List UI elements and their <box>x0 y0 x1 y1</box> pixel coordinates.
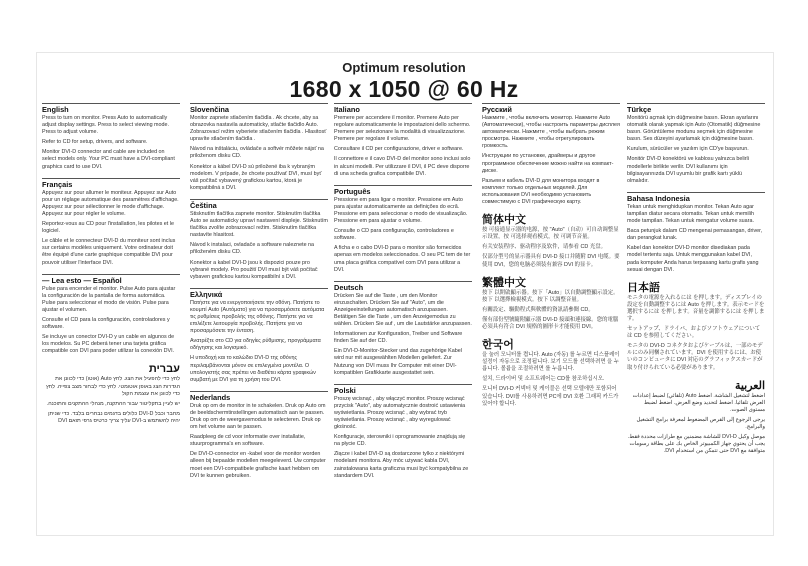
paragraph: Raadpleeg de cd voor informatie over installatie, stuurprogramma's en software. <box>190 434 306 448</box>
paragraph: De DVI-D-connector en -kabel voor de monitor worden alleen bij bepaalde modellen meegeleverd. Uw computer moet een DVI-compatibele grafische kaart hebben om DVI te kunnen gebruiken. <box>190 451 326 479</box>
resolution-title: 1680 x 1050 @ 60 Hz <box>289 76 519 102</box>
paragraph: Ανατρέξτε στο CD για οδηγίες ρύθμισης, προγράμματα οδήγησης και λογισμικό. <box>190 338 321 352</box>
paragraph: מחבר וכבל DVI-D כלולים בדגמים נבחרים בלבד. כדי שניתן יהיה להשתמש ב-DVI עליך צריך כרטיס גרפי תואם DVI <box>48 410 180 424</box>
paragraph: Premere per accendere il monitor. Premere Auto per regolare automaticamente le impostazioni dello schermo. Premere per selezionare la modalità di visualizzazione. Premere per regolare il volume. <box>334 115 471 143</box>
section-jianti <box>482 213 620 268</box>
section-russkiy <box>482 103 620 206</box>
paragraph: Konektor a kabel DVI-D jsou k dispozici pouze pro vybrané modely. Pro použití DVI musí být váš počítač vybaven grafickou kartou kompatibilní s DVI. <box>190 259 318 280</box>
section-fanti <box>482 276 620 331</box>
section-italiano <box>334 103 472 178</box>
paragraph: 按 可接通显示器的电源，按 "Auto"（自动）可自动调整显示设置，按 可选择观看模式，按 可调节音量。 <box>482 227 619 241</box>
section-english <box>42 103 180 171</box>
paragraph: 을 눌러 모니터를 켭니다. Auto (자동) 를 누르면 디스플레이 설정이 자동으로 조정됩니다. 보기 모드를 선택하려면 을 누릅니다. 볼륨을 조절하려면 를 누릅니다. <box>482 352 620 373</box>
paragraph: Нажмите , чтобы включить монитор. Нажмите Auto (Автоматически), чтобы настроить параметры дисплея автоматически. Нажмите , чтобы выбрать режим просмотра. Нажмите , чтобы отрегулировать громкость. <box>482 115 620 150</box>
section-title: Čeština <box>190 199 328 210</box>
paragraph: Złącze i kabel DVI-D są dostarczone tylko z niektórymi modelami monitora. Aby móc używać kabla DVI, zainstalowana karta graficzna musi być kompatybilna ze standardem DVI. <box>334 451 469 479</box>
section-espanol <box>42 274 180 356</box>
paragraph: モニタの電源を入れるには を押します。ディスプレイの設定を自動調整するには Auto を押します。表示モードを選択するには を押します。音量を調節するには を押します。 <box>627 294 765 322</box>
paragraph: Baca petunjuk dalam CD mengenai pemasangan, driver, dan perangkat lunak. <box>627 228 763 242</box>
section-cestina <box>190 199 328 281</box>
paragraph: 仅部分型号的显示器具有 DVI-D 接口并随附 DVI 电缆。要使用 DVI，您的电脑必须装有兼容 DVI 的显卡。 <box>482 254 620 268</box>
section-nederlands <box>190 391 328 480</box>
paragraph: Press to turn on monitor. Press Auto to automatically adjust display settings. Press to select viewing mode. Press to adjust volume. <box>42 115 170 136</box>
section-title: 简体中文 <box>482 214 526 227</box>
paragraph: Appuyez sur pour allumer le moniteur. Appuyez sur Auto pour un réglage automatique des paramètres d'affichage. Appuyez sur pour sélectionner le mode d'affichage. Appuyez sur pour régler le volume. <box>42 189 179 217</box>
paragraph: Le câble et le connecteur DVI-D du moniteur sont inclus sur certains modèles uniquement. Votre ordinateur doit être équipé d'une carte graphique compatible DVI pour pouvoir utiliser l'interface DVI. <box>42 238 176 266</box>
section-title: Nederlands <box>190 391 328 402</box>
paragraph: يرجى الرجوع إلى القرص المضغوط لمعرفة برامج التشغيل والبرامج. <box>636 416 765 430</box>
paragraph: 설치, 드라이버 및 소프트웨어는 CD를 참조하십시오. <box>482 376 605 383</box>
paragraph: Reportez-vous au CD pour l'installation, les pilotes et le logiciel. <box>42 221 174 235</box>
paragraph: Konfiguracje, sterowniki i oprogramowanie znajdują się na płycie CD. <box>334 434 466 448</box>
paragraph: Monitörü açmak için düğmesine basın. Ekran ayarlarını otomatik olarak yapmak için Auto (Otomatik) düğmesine basın. Görüntüleme modunu seçmek için düğmesine basın. Ses düzeyini ayarlamak için düğmesine basın. <box>627 115 761 143</box>
section-title: Deutsch <box>334 281 472 292</box>
paragraph: موصل وكبل DVI-D للشاشة مضمنين مع طرازات محددة فقط. يجب أن يحتوي جهاز الكمبيوتر الخاص بك على بطاقة رسومات متوافقة مع DVI حتى تتمكن من استخدام DVI. <box>627 434 765 455</box>
section-title: English <box>42 103 180 114</box>
paragraph: 모니터 DVI-D 커넥터 및 케이블은 선택 모델에만 포함되어 있습니다. DVI를 사용하려면 PC에 DVI 호환 그래픽 카드가 있어야 합니다. <box>482 386 619 407</box>
paragraph: Stisknutím tlačítka zapnete monitor. Stisknutím tlačítka Auto se automaticky upraví nastavení displeje. Stisknutím tlačítka zvolíte zobrazovací režim. Stisknutím tlačítka nastavíte hlasitost. <box>190 210 328 239</box>
section-title: Français <box>42 178 180 189</box>
section-title: Русский <box>482 103 620 114</box>
resolution-subtitle: Optimum resolution <box>342 60 466 75</box>
paragraph: اضغط لتشغيل الشاشة. اضغط Auto (تلقائي) لضبط إعدادات العرض تلقائيا. اضغط لتحديد وضع العرض. اضغط لضبط مستوى الصوت. <box>632 392 765 413</box>
paragraph: Consultare il CD per configurazione, driver e software. <box>334 146 464 153</box>
paragraph: Il connettore e il cavo DVI-D del monitor sono inclusi solo in alcuni modelli. Per utilizzare il DVI, il PC deve disporre di una scheda grafica compatibile DVI. <box>334 156 471 177</box>
paragraph: Monitor DVI-D connector and cable are included on select models only. Your PC must have a DVI-compliant graphics card to use DVI. <box>42 149 175 170</box>
section-title: Bahasa Indonesia <box>627 192 765 203</box>
paragraph: 有关安装程序、驱动程序及软件，请参看 CD 光盘。 <box>482 244 606 251</box>
paragraph: Pressione em para ligar o monitor. Pressione em Auto para ajustar automaticamente as definições do ecrã. Pressione em para seleccionar o modo de visualização. Pressione em para ajustar o volume. <box>334 196 468 225</box>
paragraph: Инструкции по установке, драйверы и другое программное обеспечение можно найти на компакт-диске. <box>482 153 614 174</box>
paragraph: Pulse para encender el monitor. Pulse Auto para ajustar la configuración de la pantalla de forma automática. Pulse para seleccionar el modo de visión. Pulse para ajustar el volumen. <box>42 285 176 313</box>
section-ellinika <box>190 288 328 384</box>
paragraph: 僅有部份型號隨附顯示器 DVI-D 接頭和連接線。您的電腦必須具有符合 DVI 規格的圖形卡才能使用 DVI。 <box>482 316 619 330</box>
paragraph: Η υποδοχή και το καλώδιο DVI-D της οθόνης περιλαμβάνονται μόνον σε επιλεγμένα μοντέλα. Ο υπολογιστής σας πρέπει να διαθέτει κάρτα γραφικών συμβατή με DVI για τη χρήση του DVI. <box>190 355 316 383</box>
section-title: Ελληνικά <box>190 288 328 299</box>
section-title: 繁體中文 <box>482 276 526 289</box>
paragraph: A ficha e o cabo DVI-D para o monitor são fornecidos apenas em modelos seleccionados. O seu PC tem de ter uma placa gráfica compatível com DVI para utilizar a DVI. <box>334 245 471 273</box>
paragraph: Consulte el CD para la configuración, controladores y software. <box>42 316 170 331</box>
paragraph: Tekan untuk menghidupkan monitor. Tekan Auto agar tampilan diatur secara otomatis. Tekan untuk memilih mode tampilan. Tekan untuk mengatur volume suara. <box>627 203 754 225</box>
section-title: العربية <box>734 379 765 392</box>
section-title: Italiano <box>334 103 472 114</box>
section-title: Português <box>334 185 472 196</box>
paragraph: Informationen zur Konfiguration, Treiber und Software finden Sie auf der CD. <box>334 331 463 345</box>
paragraph: יש לעיין בתקליטור עבור ההתקנה, מנהלי ההתקנים והתוכנה. <box>46 400 180 407</box>
section-turkce <box>627 103 765 185</box>
paragraph: Consulte o CD para configuração, controladores e software. <box>334 228 454 242</box>
section-hangugeo <box>482 338 620 408</box>
paragraph: Druk op om de monitor in te schakelen. Druk op Auto om de beeldschermtinstellingen automatisch aan te passen. Druk op om de weergavemodus te selecteren. Druk op om het volume aan te passen. <box>190 402 326 431</box>
paragraph: モニタの DVI-D コネクタおよびケーブルは、一部のモデルにのみ同梱されています。DVI を使用するには、お使いのコンピュータに DVI 対応のグラフィックスカードが取り付けられている必要があります。 <box>627 343 763 371</box>
paragraph: Se incluye un conector DVI-D y un cable en algunos de los modelos. Su PC deberá tener una tarjeta gráfica compatible con DVI para poder utilizar la conexión DVI. <box>42 334 175 355</box>
section-arabiya <box>627 379 765 456</box>
paragraph: Πατήστε για να ενεργοποιήσετε την οθόνη. Πατήστε το κουμπί Auto (Αυτόματο) για να προσαρμόσετε αυτόματα τις ρυθμίσεις προβολής της οθόνης. Πατήστε για να επιλέξετε λειτουργία προβολής. Πατήστε για να προσαρμόσετε την ένταση. <box>190 299 325 335</box>
section-title: עברית <box>148 363 180 376</box>
paragraph: Konektor a kábel DVI-D sú priložené iba k vybraným modelom. V prípade, že chcete používať DVI, musí byť váš počítač vybavený grafickou kartou, ktorá je kompatibilná s DVI. <box>190 163 322 191</box>
paragraph: Kurulum, sürücüler ve yazılım için CD'ye başvurun. <box>627 146 749 153</box>
section-francais <box>42 178 180 267</box>
paragraph: Разъем и кабель DVI-D для монитора входят в комплект только отдельных моделей. Для использования DVI необходимо установить совместимую с DVI графическую карту. <box>482 177 600 206</box>
section-slovencina <box>190 103 328 192</box>
paragraph: לחץ כדי להפעיל את הצג. לחץ Auto (אוטו) כדי לכוונן את הגדרות הצג באופן אוטומטי. לחץ כדי לבחור מצב צפייה. לחץ כדי לכוונן את עוצמת הקול <box>45 376 180 397</box>
paragraph: セットアップ、ドライバ、およびソフトウェアについては CD を参照してください。 <box>627 326 761 340</box>
section-portugues <box>334 185 472 274</box>
section-title: Slovenčina <box>190 103 328 114</box>
paragraph: 按下 以開啟顯示器。按下「Auto」以自動調整顯示設定。按下 以選擇檢視模式。按下 以調整音量。 <box>482 289 619 303</box>
paragraph: Proszę wcisnąć , aby włączyć monitor. Proszę wcisnąć przycisk "Auto", aby automatycznie dostroić ustawienia wyświetlania. Proszę wcisnąć , aby wybrać tryb wyświetlania. Proszę wcisnąć , aby wyregulować głośność. <box>334 395 466 431</box>
column-5 <box>627 103 765 462</box>
section-title: 한국어 <box>482 339 514 352</box>
paragraph: Ein DVI-D-Monitor-Stecker und das zugehörige Kabel wird nur mit ausgewählten Modellen geliefert. Zur Nutzung von DVI muss Ihr Computer mit einer DVI-kompatiblen Grafikkarte ausgestattet sein. <box>334 348 462 376</box>
paragraph: Monitor zapnete stlačením tlačidla . Ak chcete, aby sa obrazovka nastavila automaticky, stlačte tlačidlo Auto. Zobrazovací režim vyberiete stlačením tlačidla . Hlasitosť upravíte stlačením tlačidla . <box>190 115 327 143</box>
paragraph: Kabel dan konektor DVI-D monitor disediakan pada model tertentu saja. Untuk menggunakan kabel DVI, pada komputer Anda harus terpasang kartu grafis yang sesuai dengan DVI. <box>627 245 759 273</box>
column-4 <box>482 103 620 415</box>
section-title: Türkçe <box>627 103 765 114</box>
section-title: — Lea esto — Español <box>42 274 180 285</box>
section-title: 日本語 <box>627 281 660 294</box>
section-polski <box>334 384 472 480</box>
paragraph: Drücken Sie auf die Taste , um den Monitor einzuschalten. Drücken Sie auf "Auto", um die Anzeigeeinstellungen automatisch anzupassen. Betätigen Sie die Taste , um den Anzeigemodus zu wählen. Drücken Sie auf , um die Lautstärke anzupassen. <box>334 292 472 328</box>
column-3 <box>334 103 472 487</box>
paragraph: Monitör DVI-D konektörü ve kablosu yalnızca belirli modellerle birlikte verilir. DVI kullanımı için bilgisayarınızda DVI uyumlu bir grafik kartı yüklü olmalıdır. <box>627 156 749 184</box>
paragraph: Návod na inštaláciu, ovládače a softvér môžete nájsť na priloženom disku CD. <box>190 146 324 160</box>
section-nihongo <box>627 281 765 372</box>
paragraph: Návod k instalaci, ovladače a software naleznete na přiloženém disku CD. <box>190 242 315 256</box>
column-1 <box>42 103 180 432</box>
column-2 <box>190 103 328 487</box>
section-bahasa <box>627 192 765 274</box>
paragraph: 有關設定、驅動程式與軟體的資訊請參閱 CD。 <box>482 306 594 313</box>
section-title: Polski <box>334 384 472 395</box>
section-deutsch <box>334 281 472 377</box>
paragraph: Refer to CD for setup, drivers, and software. <box>42 139 148 146</box>
section-hebrew <box>42 362 180 425</box>
